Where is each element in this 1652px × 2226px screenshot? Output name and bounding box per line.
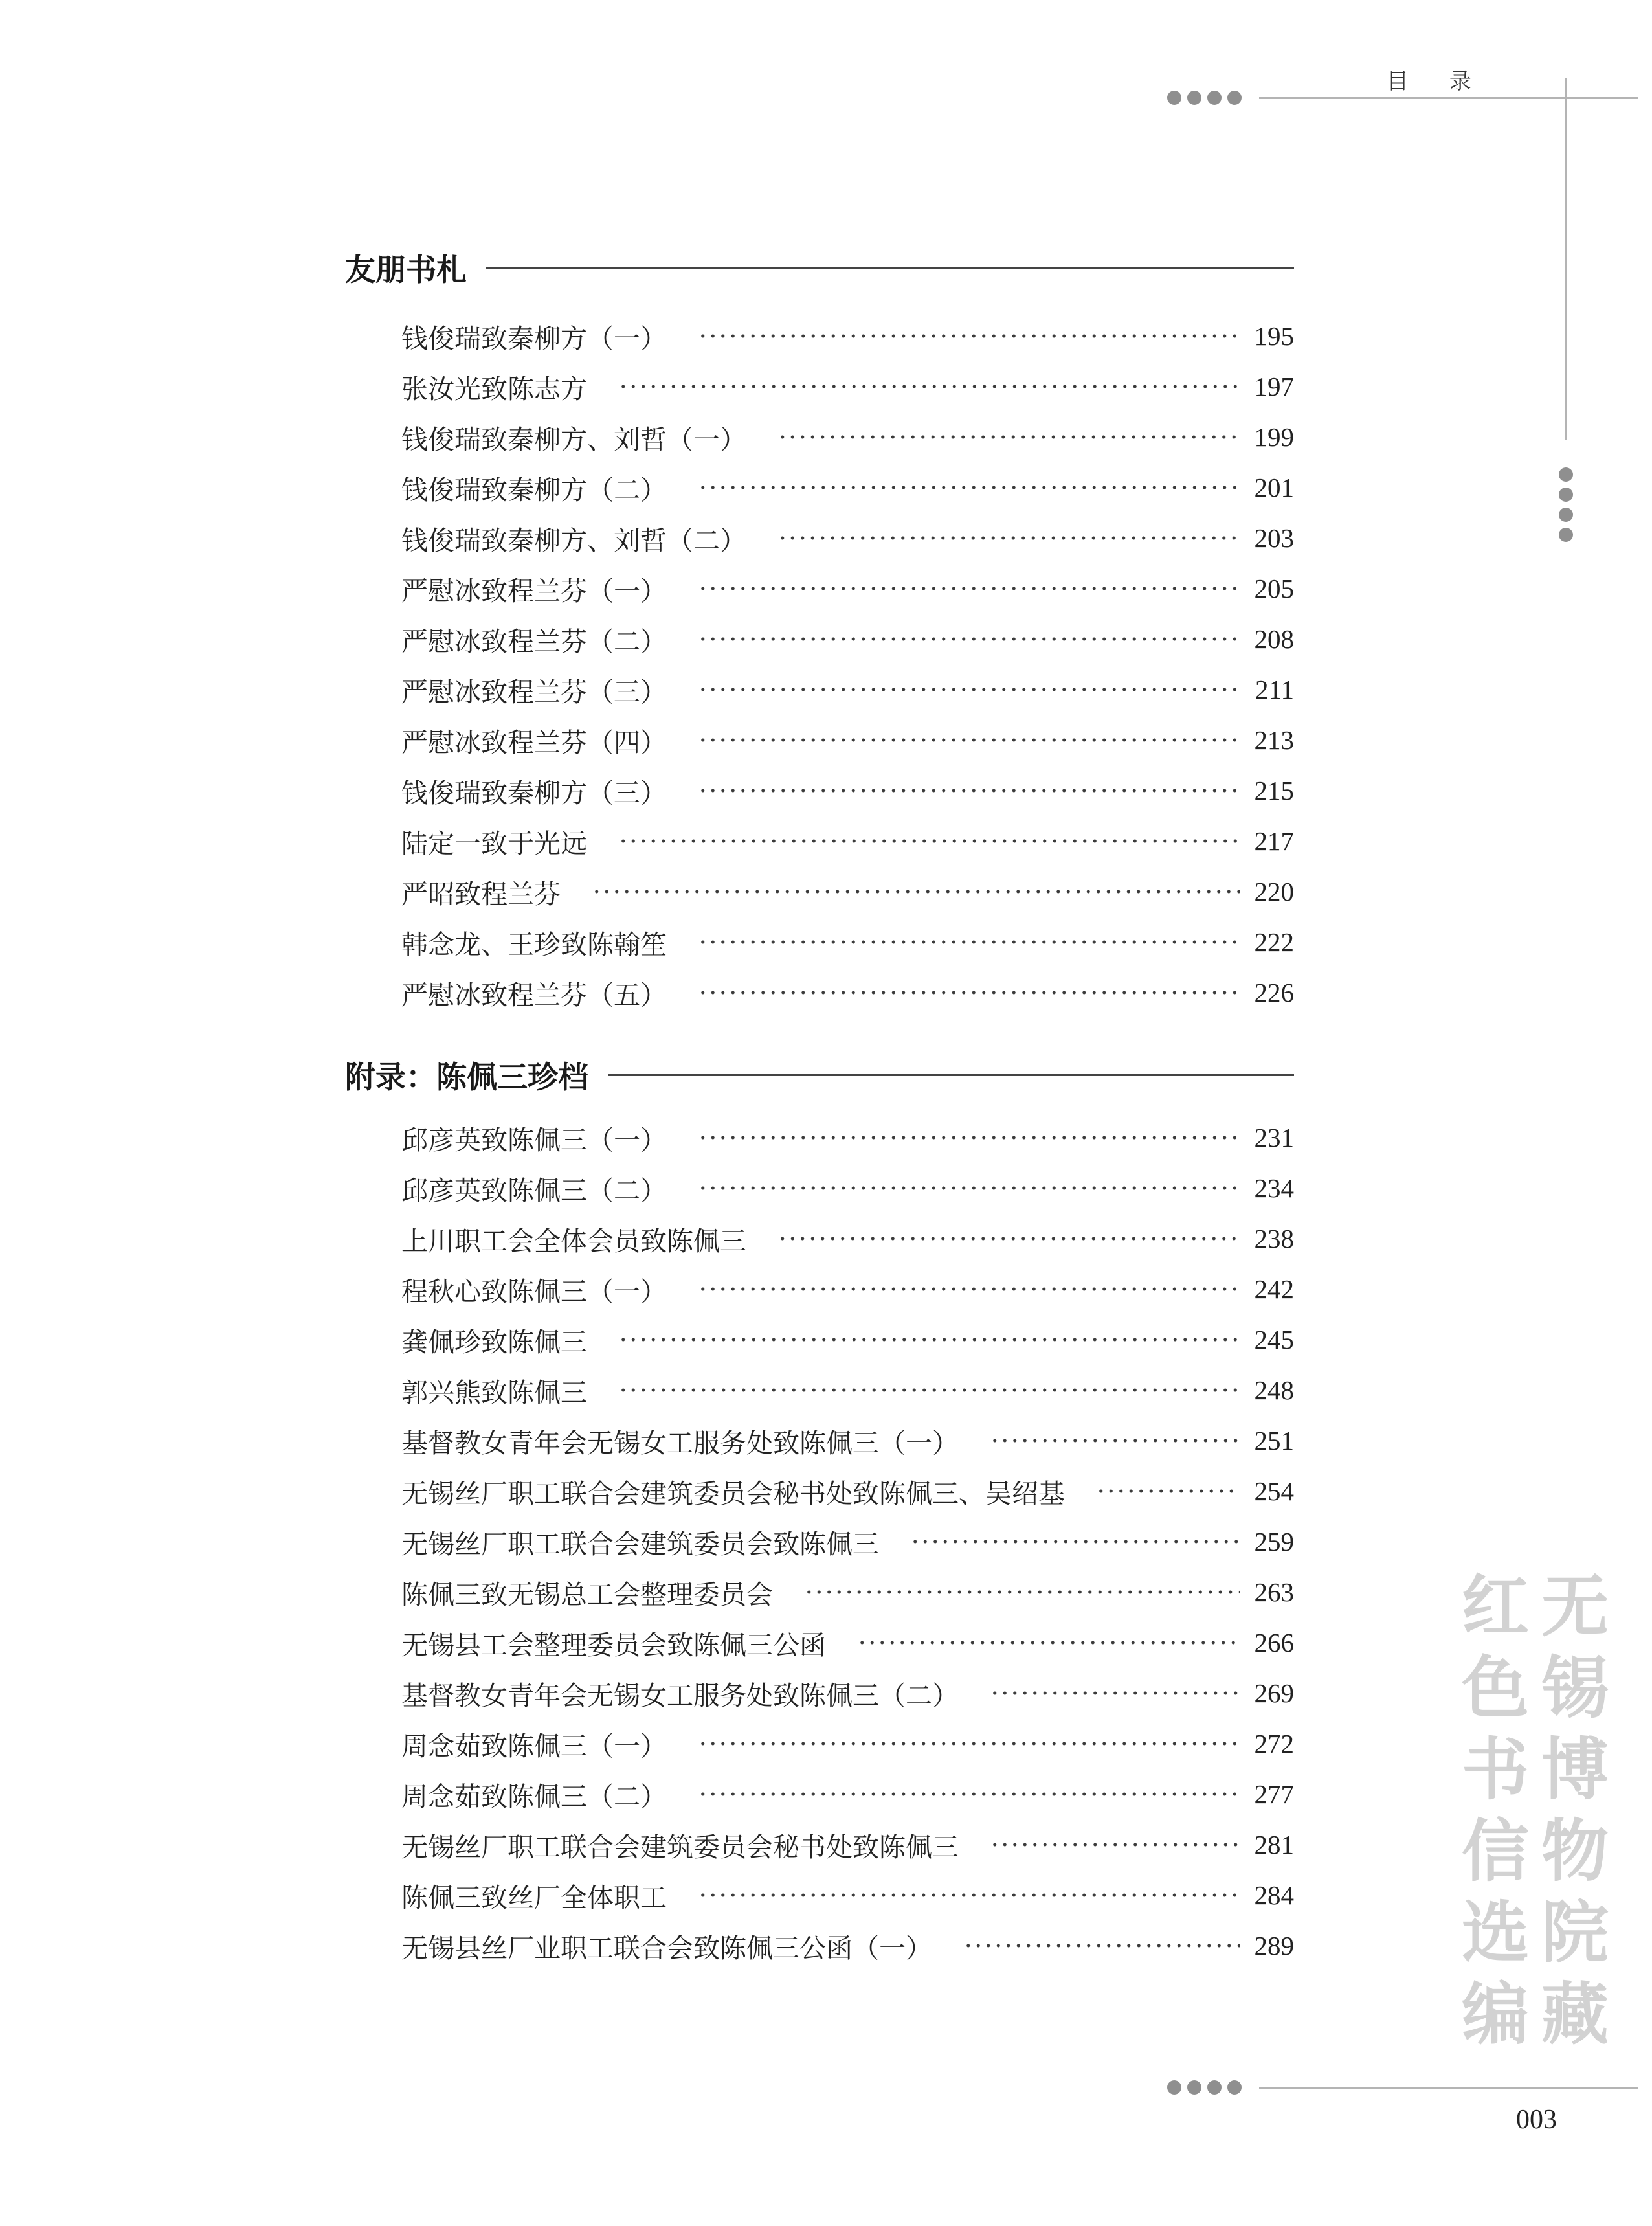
toc-entry-page: 238 bbox=[1254, 1224, 1294, 1254]
dot-leader bbox=[777, 1237, 1240, 1241]
toc-entry-page: 208 bbox=[1254, 624, 1294, 654]
dot-leader bbox=[990, 1691, 1240, 1695]
series-char: 编 bbox=[1462, 1974, 1530, 2054]
toc-entry-title: 张汝光致陈志方 bbox=[401, 373, 587, 405]
series-char: 博 bbox=[1541, 1729, 1609, 1809]
toc-entry[interactable] bbox=[401, 462, 1294, 513]
toc-entry-title: 无锡县工会整理委员会致陈佩三公函 bbox=[401, 1629, 826, 1661]
toc-entry-title: 无锡丝厂职工联合会建筑委员会秘书处致陈佩三、吴绍基 bbox=[401, 1478, 1065, 1509]
page-number: 003 bbox=[1516, 2105, 1557, 2135]
series-char: 院 bbox=[1541, 1893, 1609, 1972]
toc-entry-page: 226 bbox=[1254, 978, 1294, 1007]
toc-entry-title: 基督教女青年会无锡女工服务处致陈佩三（二） bbox=[401, 1680, 959, 1711]
toc-entry-title: 上川职工会全体会员致陈佩三 bbox=[401, 1225, 746, 1257]
section-title: 友朋书札 bbox=[345, 252, 467, 288]
dot-leader bbox=[857, 1641, 1240, 1645]
toc-entry-page: 215 bbox=[1254, 776, 1294, 805]
dot-leader bbox=[777, 536, 1240, 540]
toc-entry[interactable] bbox=[401, 361, 1294, 412]
toc-entry-title: 严慰冰致程兰芬（四） bbox=[401, 726, 667, 758]
toc-entry[interactable] bbox=[401, 1163, 1294, 1213]
toc-entry[interactable] bbox=[401, 513, 1294, 563]
toc-entry-title: 龚佩珍致陈佩三 bbox=[401, 1326, 587, 1358]
toc-entry[interactable] bbox=[401, 311, 1294, 361]
dot-leader bbox=[777, 435, 1240, 439]
dot-leader bbox=[804, 1590, 1240, 1594]
series-char: 物 bbox=[1541, 1811, 1609, 1891]
toc-entry-title: 钱俊瑞致秦柳方（三） bbox=[401, 777, 667, 809]
toc-entry-page: 269 bbox=[1254, 1678, 1294, 1708]
section-rule bbox=[608, 1074, 1294, 1076]
toc-entry-page: 263 bbox=[1254, 1577, 1294, 1607]
dot-leader bbox=[698, 1742, 1240, 1746]
dot-leader bbox=[618, 1338, 1240, 1342]
toc-entry[interactable] bbox=[401, 614, 1294, 664]
toc-entry-page: 242 bbox=[1254, 1274, 1294, 1304]
side-rule-upper bbox=[1565, 78, 1567, 440]
footer-rule bbox=[1259, 2087, 1638, 2089]
toc-entry[interactable] bbox=[401, 1718, 1294, 1769]
toc-entry[interactable] bbox=[401, 715, 1294, 765]
toc-entry-page: 195 bbox=[1254, 321, 1294, 351]
dot-leader bbox=[698, 991, 1240, 995]
toc-entry-title: 邱彦英致陈佩三（一） bbox=[401, 1124, 667, 1156]
dot-leader bbox=[698, 1136, 1240, 1140]
dot-leader bbox=[618, 1388, 1240, 1392]
running-header: 目 录 bbox=[1387, 69, 1488, 95]
dot-leader bbox=[1096, 1489, 1240, 1493]
footer-dot bbox=[1227, 2080, 1242, 2095]
toc-entry-page: 213 bbox=[1254, 725, 1294, 755]
toc-entry-page: 284 bbox=[1254, 1880, 1294, 1910]
series-char: 信 bbox=[1462, 1811, 1530, 1891]
toc-entry[interactable] bbox=[401, 1819, 1294, 1870]
header-dot bbox=[1167, 91, 1181, 105]
dot-leader bbox=[698, 688, 1241, 691]
toc-entry[interactable] bbox=[401, 1920, 1294, 1971]
toc-entry[interactable] bbox=[401, 563, 1294, 614]
dot-leader bbox=[592, 890, 1240, 894]
toc-entry[interactable] bbox=[401, 967, 1294, 1018]
toc-entry-title: 程秋心致陈佩三（一） bbox=[401, 1276, 667, 1307]
toc-entry-page: 289 bbox=[1254, 1931, 1294, 1961]
toc-entry-page: 266 bbox=[1254, 1628, 1294, 1658]
toc-entry-title: 钱俊瑞致秦柳方、刘哲（一） bbox=[401, 423, 746, 455]
dot-leader bbox=[618, 839, 1240, 843]
side-dot bbox=[1559, 508, 1573, 522]
toc-entry[interactable] bbox=[401, 664, 1294, 715]
dot-leader bbox=[698, 486, 1240, 489]
dot-leader bbox=[990, 1843, 1240, 1847]
toc-entry-title: 陈佩三致丝厂全体职工 bbox=[401, 1882, 667, 1913]
toc-entry-title: 周念茹致陈佩三（一） bbox=[401, 1730, 667, 1762]
toc-entry[interactable] bbox=[401, 1516, 1294, 1567]
toc-entry-page: 222 bbox=[1254, 927, 1294, 957]
toc-entry-title: 郭兴熊致陈佩三 bbox=[401, 1377, 587, 1408]
dot-leader bbox=[698, 1893, 1240, 1897]
footer-dot bbox=[1167, 2080, 1181, 2095]
toc-entry-page: 205 bbox=[1254, 574, 1294, 603]
toc-entry-page: 201 bbox=[1254, 473, 1294, 502]
section-heading bbox=[345, 242, 1294, 293]
toc-entry[interactable] bbox=[401, 1365, 1294, 1415]
toc-entry[interactable] bbox=[401, 765, 1294, 816]
toc-entry[interactable] bbox=[401, 1314, 1294, 1365]
dot-leader bbox=[698, 587, 1240, 590]
toc-entry-title: 严慰冰致程兰芬（三） bbox=[401, 676, 667, 708]
header-dot bbox=[1227, 91, 1242, 105]
side-dot bbox=[1559, 528, 1573, 542]
toc-entry-page: 231 bbox=[1254, 1123, 1294, 1152]
toc-entry[interactable] bbox=[401, 1415, 1294, 1466]
toc-entry-page: 272 bbox=[1254, 1729, 1294, 1759]
toc-entry[interactable] bbox=[401, 1870, 1294, 1920]
toc-entry-title: 钱俊瑞致秦柳方（二） bbox=[401, 474, 667, 506]
toc-entry-page: 217 bbox=[1254, 826, 1294, 856]
toc-entry-title: 周念茹致陈佩三（二） bbox=[401, 1781, 667, 1812]
dot-leader bbox=[698, 789, 1240, 793]
dot-leader bbox=[698, 940, 1240, 944]
toc-entry-page: 281 bbox=[1254, 1830, 1294, 1860]
series-title-column-1 bbox=[1462, 1566, 1529, 2055]
section-rule bbox=[486, 267, 1294, 269]
toc-entry-title: 严慰冰致程兰芬（五） bbox=[401, 979, 667, 1011]
header-rule bbox=[1259, 97, 1638, 99]
toc-entry[interactable] bbox=[401, 1567, 1294, 1617]
toc-entry[interactable] bbox=[401, 866, 1294, 917]
toc-entry-page: 277 bbox=[1254, 1779, 1294, 1809]
toc-entry-page: 203 bbox=[1254, 523, 1294, 553]
toc-entry[interactable] bbox=[401, 1264, 1294, 1314]
dot-leader bbox=[698, 1287, 1240, 1291]
toc-list bbox=[401, 1112, 1294, 1971]
header-dot bbox=[1187, 91, 1201, 105]
dot-leader bbox=[618, 385, 1240, 388]
toc-entry-page: 234 bbox=[1254, 1173, 1294, 1203]
toc-entry-title: 严慰冰致程兰芬（一） bbox=[401, 575, 667, 607]
toc-entry-title: 陈佩三致无锡总工会整理委员会 bbox=[401, 1579, 773, 1610]
toc-entry[interactable] bbox=[401, 816, 1294, 866]
toc-entry-page: 259 bbox=[1254, 1527, 1294, 1557]
toc-entry-page: 248 bbox=[1254, 1375, 1294, 1405]
toc-entry-page: 199 bbox=[1254, 422, 1294, 452]
toc-entry[interactable] bbox=[401, 1769, 1294, 1819]
footer-dot bbox=[1187, 2080, 1201, 2095]
dot-leader bbox=[963, 1944, 1240, 1948]
series-char: 色 bbox=[1462, 1648, 1530, 1727]
dot-leader bbox=[698, 1792, 1240, 1796]
series-char: 藏 bbox=[1541, 1974, 1609, 2054]
series-char: 红 bbox=[1462, 1566, 1530, 1646]
series-char: 选 bbox=[1462, 1893, 1530, 1972]
dot-leader bbox=[698, 738, 1240, 742]
toc-entry-title: 钱俊瑞致秦柳方（一） bbox=[401, 322, 667, 354]
section-title: 附录：陈佩三珍档 bbox=[345, 1059, 588, 1096]
toc-list bbox=[401, 311, 1294, 1018]
dot-leader bbox=[910, 1540, 1240, 1544]
toc-entry[interactable] bbox=[401, 1112, 1294, 1163]
toc-entry-title: 无锡县丝厂业职工联合会致陈佩三公函（一） bbox=[401, 1932, 932, 1964]
toc-entry-title: 基督教女青年会无锡女工服务处致陈佩三（一） bbox=[401, 1427, 959, 1459]
toc-entry-title: 邱彦英致陈佩三（二） bbox=[401, 1175, 667, 1206]
toc-entry-title: 无锡丝厂职工联合会建筑委员会致陈佩三 bbox=[401, 1528, 879, 1560]
toc-entry-page: 254 bbox=[1254, 1476, 1294, 1506]
series-char: 无 bbox=[1541, 1566, 1609, 1646]
toc-entry-title: 无锡丝厂职工联合会建筑委员会秘书处致陈佩三 bbox=[401, 1831, 959, 1863]
toc-entry-page: 220 bbox=[1254, 877, 1294, 906]
dot-leader bbox=[698, 334, 1240, 338]
header-dot bbox=[1207, 91, 1222, 105]
toc-entry-title: 严昭致程兰芬 bbox=[401, 878, 561, 910]
dot-leader bbox=[698, 1186, 1240, 1190]
toc-entry-title: 严慰冰致程兰芬（二） bbox=[401, 625, 667, 657]
dot-leader bbox=[990, 1439, 1240, 1443]
toc-entry[interactable] bbox=[401, 412, 1294, 462]
toc-entry[interactable] bbox=[401, 1213, 1294, 1264]
footer-dot bbox=[1207, 2080, 1222, 2095]
toc-entry-page: 211 bbox=[1255, 675, 1294, 704]
toc-entry[interactable] bbox=[401, 917, 1294, 967]
toc-entry-title: 钱俊瑞致秦柳方、刘哲（二） bbox=[401, 524, 746, 556]
series-char: 锡 bbox=[1541, 1648, 1609, 1727]
series-title-column-2 bbox=[1541, 1566, 1609, 2055]
side-dot bbox=[1559, 488, 1573, 502]
toc-entry-page: 197 bbox=[1254, 372, 1294, 401]
toc-entry-title: 陆定一致于光远 bbox=[401, 827, 587, 859]
dot-leader bbox=[698, 637, 1240, 641]
section-heading bbox=[345, 1049, 1294, 1101]
toc-entry-title: 韩念龙、王珍致陈翰笙 bbox=[401, 928, 667, 960]
series-char: 书 bbox=[1462, 1729, 1530, 1809]
toc-entry[interactable] bbox=[401, 1668, 1294, 1718]
toc-entry[interactable] bbox=[401, 1466, 1294, 1516]
toc-entry-page: 251 bbox=[1254, 1426, 1294, 1456]
side-dot bbox=[1559, 467, 1573, 482]
toc-entry-page: 245 bbox=[1254, 1325, 1294, 1355]
toc-entry[interactable] bbox=[401, 1617, 1294, 1668]
